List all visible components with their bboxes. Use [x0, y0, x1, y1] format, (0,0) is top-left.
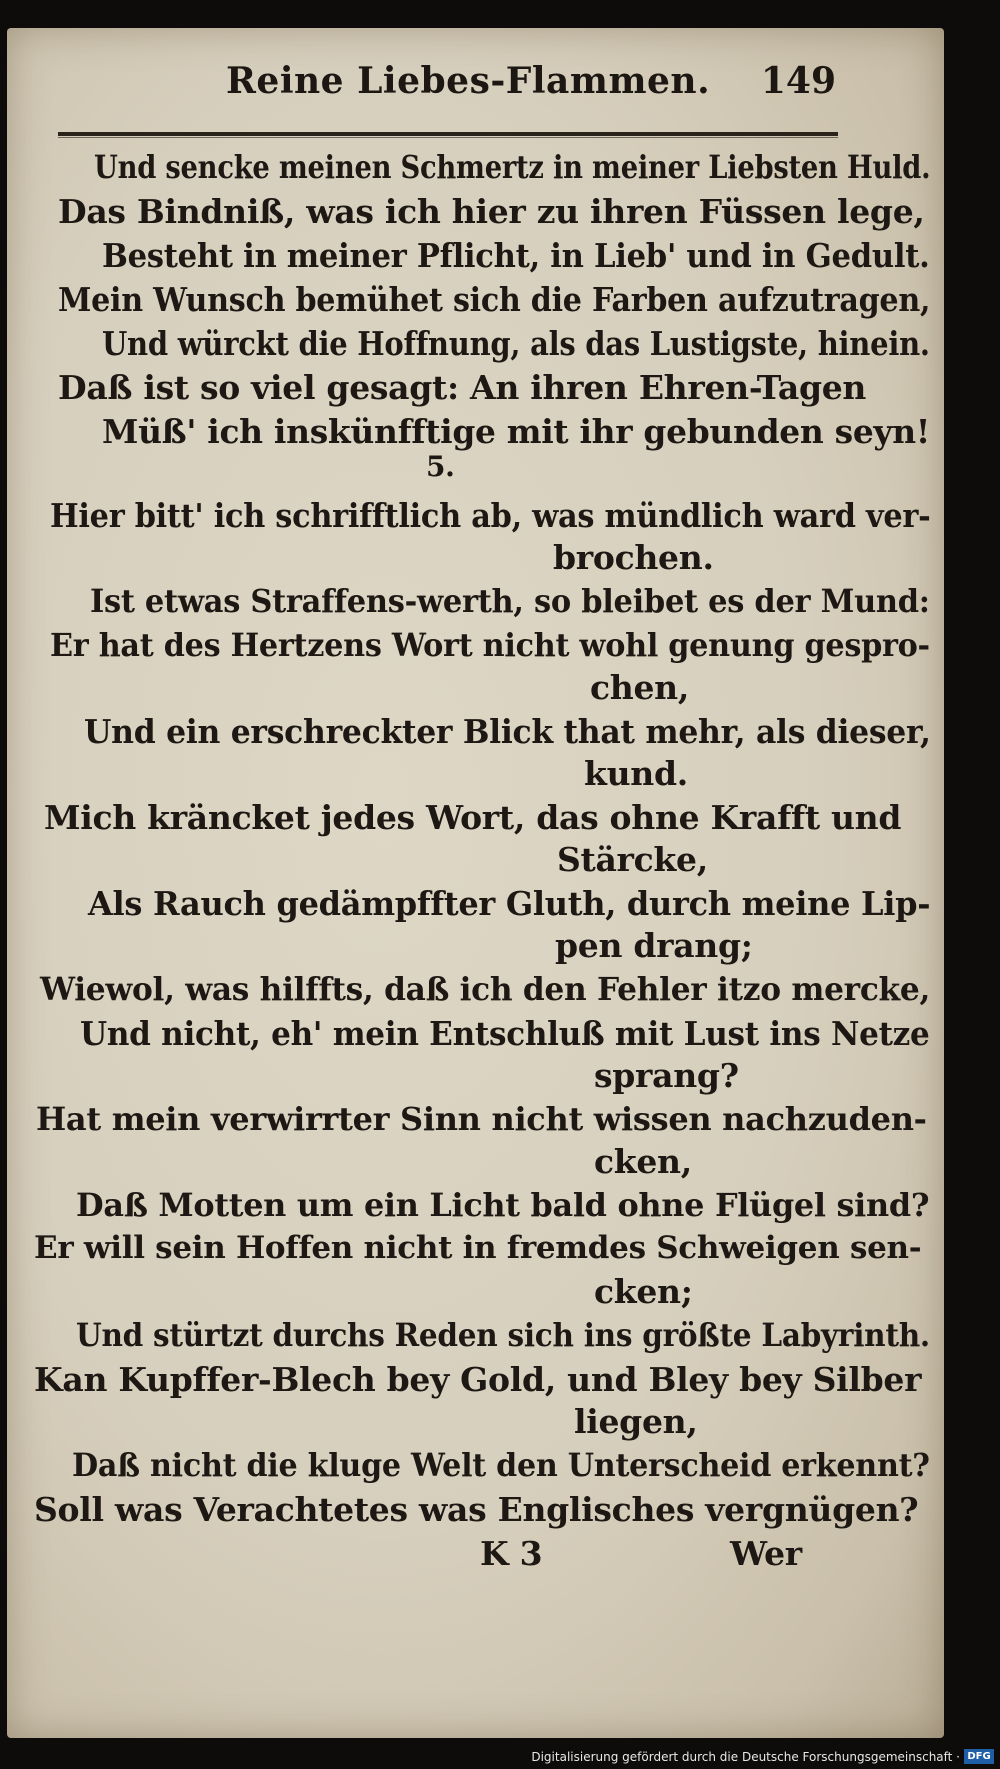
poem-line: Hat mein verwirrter Sinn nicht wissen nachzuden- — [36, 1100, 927, 1138]
digitization-credit: Digitalisierung gefördert durch die Deutsche Forschungsgemeinschaft · — [531, 1750, 960, 1764]
poem-line: Müß' ich inskünfftige mit ihr gebunden seyn! — [102, 412, 930, 451]
poem-line: Und ein erschreckter Blick that mehr, als dieser, — [84, 712, 931, 751]
dfg-logo: DFG — [964, 1749, 994, 1764]
poem-line: Und stürtzt durchs Reden sich ins größte Labyrinth. — [76, 1316, 930, 1354]
poem-line: sprang? — [594, 1056, 739, 1095]
stanza-number: 5. — [426, 450, 455, 483]
signature-mark: K 3 — [480, 1534, 543, 1573]
poem-line: Besteht in meiner Pflicht, in Lieb' und in Gedult. — [102, 236, 930, 275]
poem-line: Daß nicht die kluge Welt den Unterscheid erkennt? — [72, 1446, 930, 1484]
poem-line: Als Rauch gedämpffter Gluth, durch meine Lip- — [88, 884, 931, 923]
poem-line: kund. — [584, 754, 688, 793]
poem-line: cken, — [594, 1142, 692, 1181]
header-rule-thin — [58, 137, 838, 138]
poem-line: Er hat des Hertzens Wort nicht wohl genung gespro- — [50, 626, 930, 664]
poem-line: Und sencke meinen Schmertz in meiner Liebsten Huld. — [94, 148, 931, 186]
page-number: 149 — [760, 60, 836, 102]
poem-line: Daß ist so viel gesagt: An ihren Ehren-Tagen — [58, 368, 867, 407]
page-header — [226, 52, 836, 112]
poem-line: Er will sein Hoffen nicht in fremdes Schweigen sen- — [34, 1230, 922, 1266]
poem-line: Und nicht, eh' mein Entschluß mit Lust ins Netze — [80, 1014, 930, 1053]
running-title: Reine Liebes-Flammen. — [226, 60, 711, 102]
poem-line: cken; — [594, 1272, 693, 1311]
poem-line: Mein Wunsch bemühet sich die Farben aufzutragen, — [58, 280, 931, 319]
poem-line: Wiewol, was hilffts, daß ich den Fehler itzo mercke, — [40, 970, 931, 1008]
poem-line: Stärcke, — [557, 840, 708, 879]
poem-line: Ist etwas Straffens-werth, so bleibet es der Mund: — [90, 582, 930, 620]
poem-line: Mich kräncket jedes Wort, das ohne Krafft und — [44, 798, 902, 837]
poem-line: liegen, — [574, 1402, 698, 1441]
poem-line: chen, — [590, 668, 690, 707]
poem-line: Und würckt die Hoffnung, als das Lustigste, hinein. — [102, 324, 930, 363]
poem-line: Hier bitt' ich schrifftlich ab, was mündlich ward ver- — [50, 496, 931, 535]
poem-line: Daß Motten um ein Licht bald ohne Flügel sind? — [76, 1186, 930, 1224]
poem-line: pen drang; — [555, 926, 753, 965]
poem-line: brochen. — [553, 538, 714, 577]
poem-line: Das Bindniß, was ich hier zu ihren Füssen lege, — [58, 192, 925, 231]
poem-line: Soll was Verachtetes was Englisches vergnügen? — [34, 1490, 919, 1529]
poem-line: Kan Kupffer-Blech bey Gold, und Bley bey Silber — [34, 1360, 922, 1399]
header-rule — [58, 132, 838, 136]
catchword: Wer — [730, 1534, 802, 1573]
